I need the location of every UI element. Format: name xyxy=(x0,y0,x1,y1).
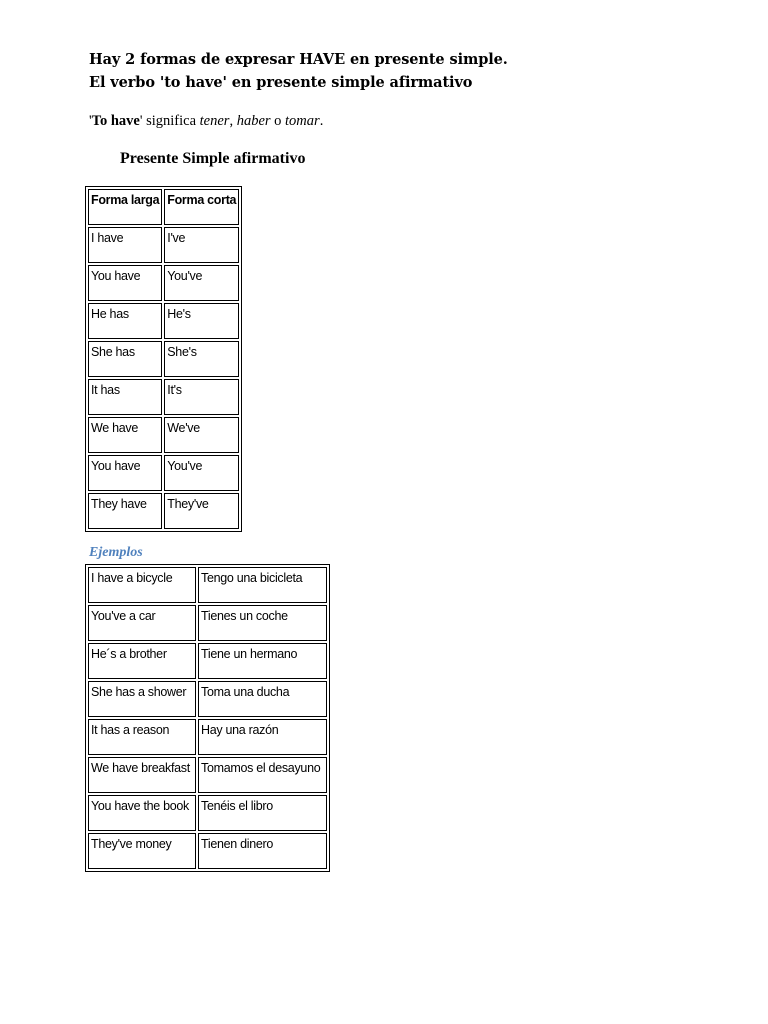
page-heading-line-1: Hay 2 formas de expresar HAVE en presente simple. xyxy=(89,51,508,68)
table-row xyxy=(88,833,327,869)
intro-separator-1: , xyxy=(229,113,237,129)
intro-quote-open: ' xyxy=(89,113,92,129)
short-form-cell: It's xyxy=(164,379,239,415)
table-row xyxy=(88,795,327,831)
table-row xyxy=(88,643,327,679)
section-subtitle: Presente Simple afirmativo xyxy=(120,150,306,167)
short-form-cell: They've xyxy=(164,493,239,529)
long-form-cell: We have xyxy=(88,417,162,453)
english-example-cell: She has a shower xyxy=(88,681,196,717)
short-form-cell: He's xyxy=(164,303,239,339)
long-form-cell: He has xyxy=(88,303,162,339)
table-row xyxy=(88,757,327,793)
table-row xyxy=(88,379,239,415)
examples-table xyxy=(85,564,330,872)
spanish-translation-cell: Tomamos el desayuno xyxy=(198,757,327,793)
long-form-cell: They have xyxy=(88,493,162,529)
table-row xyxy=(88,567,327,603)
spanish-translation-cell: Tengo una bicicleta xyxy=(198,567,327,603)
header-forma-corta: Forma corta xyxy=(164,189,239,225)
intro-separator-2: o xyxy=(270,113,286,129)
short-form-cell: I've xyxy=(164,227,239,263)
english-example-cell: He´s a brother xyxy=(88,643,196,679)
table-row xyxy=(88,681,327,717)
intro-end: . xyxy=(319,113,324,129)
short-form-cell: She's xyxy=(164,341,239,377)
long-form-cell: It has xyxy=(88,379,162,415)
conjugation-table xyxy=(85,186,242,532)
intro-meaning-3: tomar xyxy=(285,113,320,129)
table-row xyxy=(88,493,239,529)
short-form-cell: You've xyxy=(164,455,239,491)
spanish-translation-cell: Tenéis el libro xyxy=(198,795,327,831)
page-heading-line-2: El verbo 'to have' en presente simple afirmativo xyxy=(89,74,473,91)
english-example-cell: It has a reason xyxy=(88,719,196,755)
short-form-cell: You've xyxy=(164,265,239,301)
long-form-cell: You have xyxy=(88,265,162,301)
short-form-cell: We've xyxy=(164,417,239,453)
intro-term: To have xyxy=(91,113,140,129)
table-row xyxy=(88,265,239,301)
long-form-cell: You have xyxy=(88,455,162,491)
long-form-cell: She has xyxy=(88,341,162,377)
conjugation-header-row xyxy=(88,189,239,225)
intro-meaning-2: haber xyxy=(236,113,271,129)
table-row xyxy=(88,341,239,377)
spanish-translation-cell: Tienen dinero xyxy=(198,833,327,869)
english-example-cell: I have a bicycle xyxy=(88,567,196,603)
spanish-translation-cell: Toma una ducha xyxy=(198,681,327,717)
spanish-translation-cell: Tienes un coche xyxy=(198,605,327,641)
english-example-cell: They've money xyxy=(88,833,196,869)
table-row xyxy=(88,605,327,641)
english-example-cell: We have breakfast xyxy=(88,757,196,793)
header-forma-larga: Forma larga xyxy=(88,189,162,225)
table-row xyxy=(88,417,239,453)
examples-label: Ejemplos xyxy=(89,545,143,560)
intro-paragraph xyxy=(89,113,323,130)
intro-text: ' significa xyxy=(139,113,200,129)
long-form-cell: I have xyxy=(88,227,162,263)
intro-meaning-1: tener xyxy=(199,113,230,129)
spanish-translation-cell: Tiene un hermano xyxy=(198,643,327,679)
table-row xyxy=(88,303,239,339)
english-example-cell: You've a car xyxy=(88,605,196,641)
spanish-translation-cell: Hay una razón xyxy=(198,719,327,755)
english-example-cell: You have the book xyxy=(88,795,196,831)
table-row xyxy=(88,719,327,755)
table-row xyxy=(88,227,239,263)
table-row xyxy=(88,455,239,491)
